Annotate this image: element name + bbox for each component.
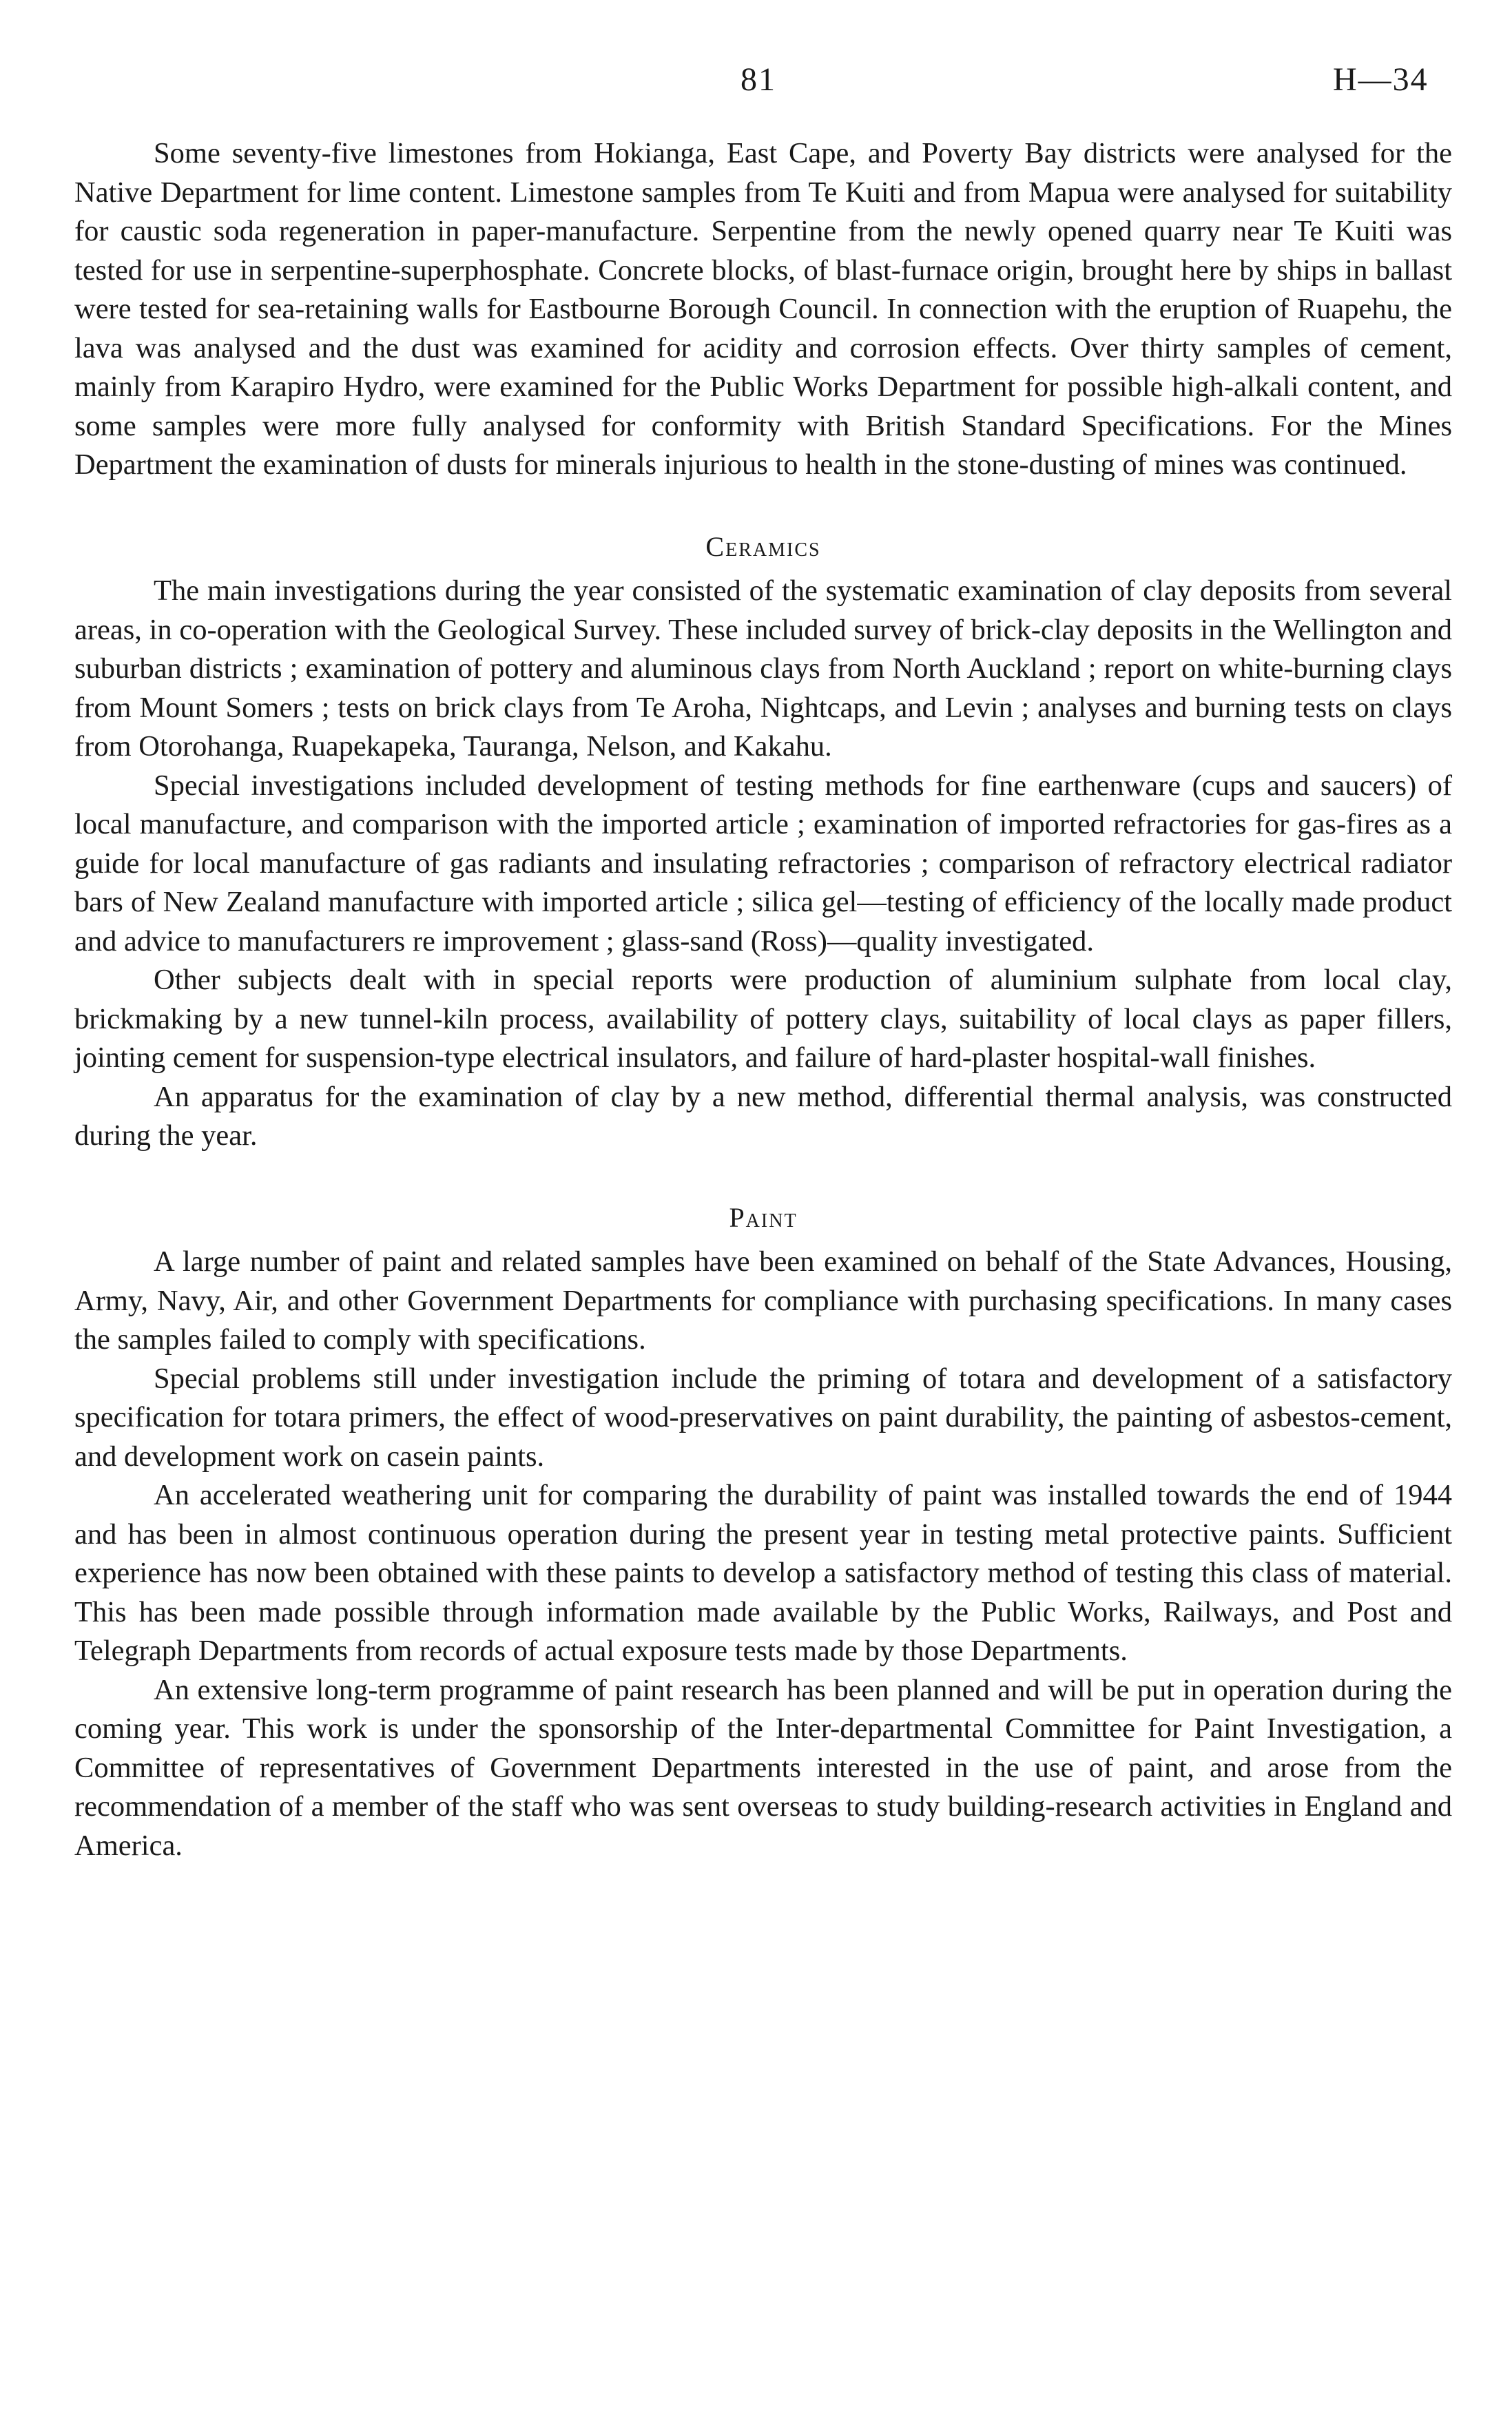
ceramics-heading: Ceramics <box>705 530 821 562</box>
paint-paragraph-1: A large number of paint and related samples have been examined on behalf of the State Advances, Housing, Army, Navy, Air, and other Government Departments for compliance with purchasing specifications. In many cases the samples failed to comply with specifications. <box>74 1245 1452 1356</box>
paint-paragraph-3: An accelerated weathering unit for comparing the durability of paint was installed towards the end of 1944 and has been in almost continuous operation during the present year in testing metal protective paints. Sufficient experience has now been obtained with these paints to develop a satisfactory method of testing this class of material. This has been made possible through information made available by the Public Works, Railways, and Post and Telegraph Departments from records of actual exposure tests made by those Departments. <box>74 1479 1452 1667</box>
ceramics-section <box>74 528 1452 1156</box>
paint-heading: Paint <box>729 1201 798 1233</box>
ceramics-paragraph-3: Other subjects dealt with in special reports were production of aluminium sulphate from local clay, brickmaking by a new tunnel-kiln process, availability of pottery clays, suitability of local clays as paper fillers, jointing cement for suspension-type electrical insulators, and failure of hard-plaster hospital-wall finishes. <box>74 964 1452 1074</box>
paint-section <box>74 1199 1452 1866</box>
ceramics-paragraph-1: The main investigations during the year consisted of the systematic examination of clay deposits from several areas, in co-operation with the Geological Survey. These included survey of brick-clay deposits in the Wellington and suburban districts ; examination of pottery and aluminous clays from North Auckland ; report on white-burning clays from Mount Somers ; tests on brick clays from Te Aroha, Nightcaps, and Levin ; analyses and burning tests on clays from Otorohanga, Ruapekapeka, Tauranga, Nelson, and Kakahu. <box>74 574 1452 763</box>
report-code: H—34 <box>1333 61 1429 98</box>
ceramics-paragraph-2: Special investigations included development of testing methods for fine earthenware (cups and saucers) of local manufacture, and comparison with the imported article ; examination of imported refractories for gas-fires as a guide for local manufacture of gas radiants and insulating refractories ; comparison of refractory electrical radiator bars of New Zealand manufacture with imported article ; silica gel—testing of efficiency of the locally made product and advice to manufacturers re improvement ; glass-sand (Ross)—quality investigated. <box>74 769 1452 957</box>
paint-paragraph-4: An extensive long-term programme of paint research has been planned and will be put in operation during the coming year. This work is under the sponsorship of the Inter-departmental Committee for Paint Investigation, a Committee of representatives of Government Departments interested in the use of paint, and arose from the recommendation of a member of the staff who was sent overseas to study building-research activities in England and America. <box>74 1673 1452 1862</box>
intro-section <box>74 134 1452 485</box>
paint-paragraph-2: Special problems still under investigation include the priming of totara and development of a satisfactory specification for totara primers, the effect of wood-preservatives on paint durability, the painting of asbestos-cement, and development work on casein paints. <box>74 1362 1452 1473</box>
ceramics-paragraph-4: An apparatus for the examination of clay by a new method, differential thermal analysis, was constructed during the year. <box>74 1080 1452 1152</box>
intro-paragraph: Some seventy-five limestones from Hokianga, East Cape, and Poverty Bay districts were analysed for the Native Department for lime content. Limestone samples from Te Kuiti and from Mapua were analysed for suitability for caustic soda regeneration in paper-manufacture. Serpentine from the newly opened quarry near Te Kuiti was tested for use in serpentine-superphosphate. Concrete blocks, of blast-furnace origin, brought here by ships in ballast were tested for sea-retaining walls for Eastbourne Borough Council. In connection with the eruption of Ruapehu, the lava was analysed and the dust was examined for acidity and corrosion effects. Over thirty samples of cement, mainly from Karapiro Hydro, were examined for the Public Works Department for possible high-alkali content, and some samples were more fully analysed for conformity with British Standard Specifications. For the Mines Department the examination of dusts for minerals injurious to health in the stone-dusting of mines was continued. <box>74 137 1452 481</box>
page-body <box>74 134 1452 1865</box>
page-number: 81 <box>741 61 776 98</box>
